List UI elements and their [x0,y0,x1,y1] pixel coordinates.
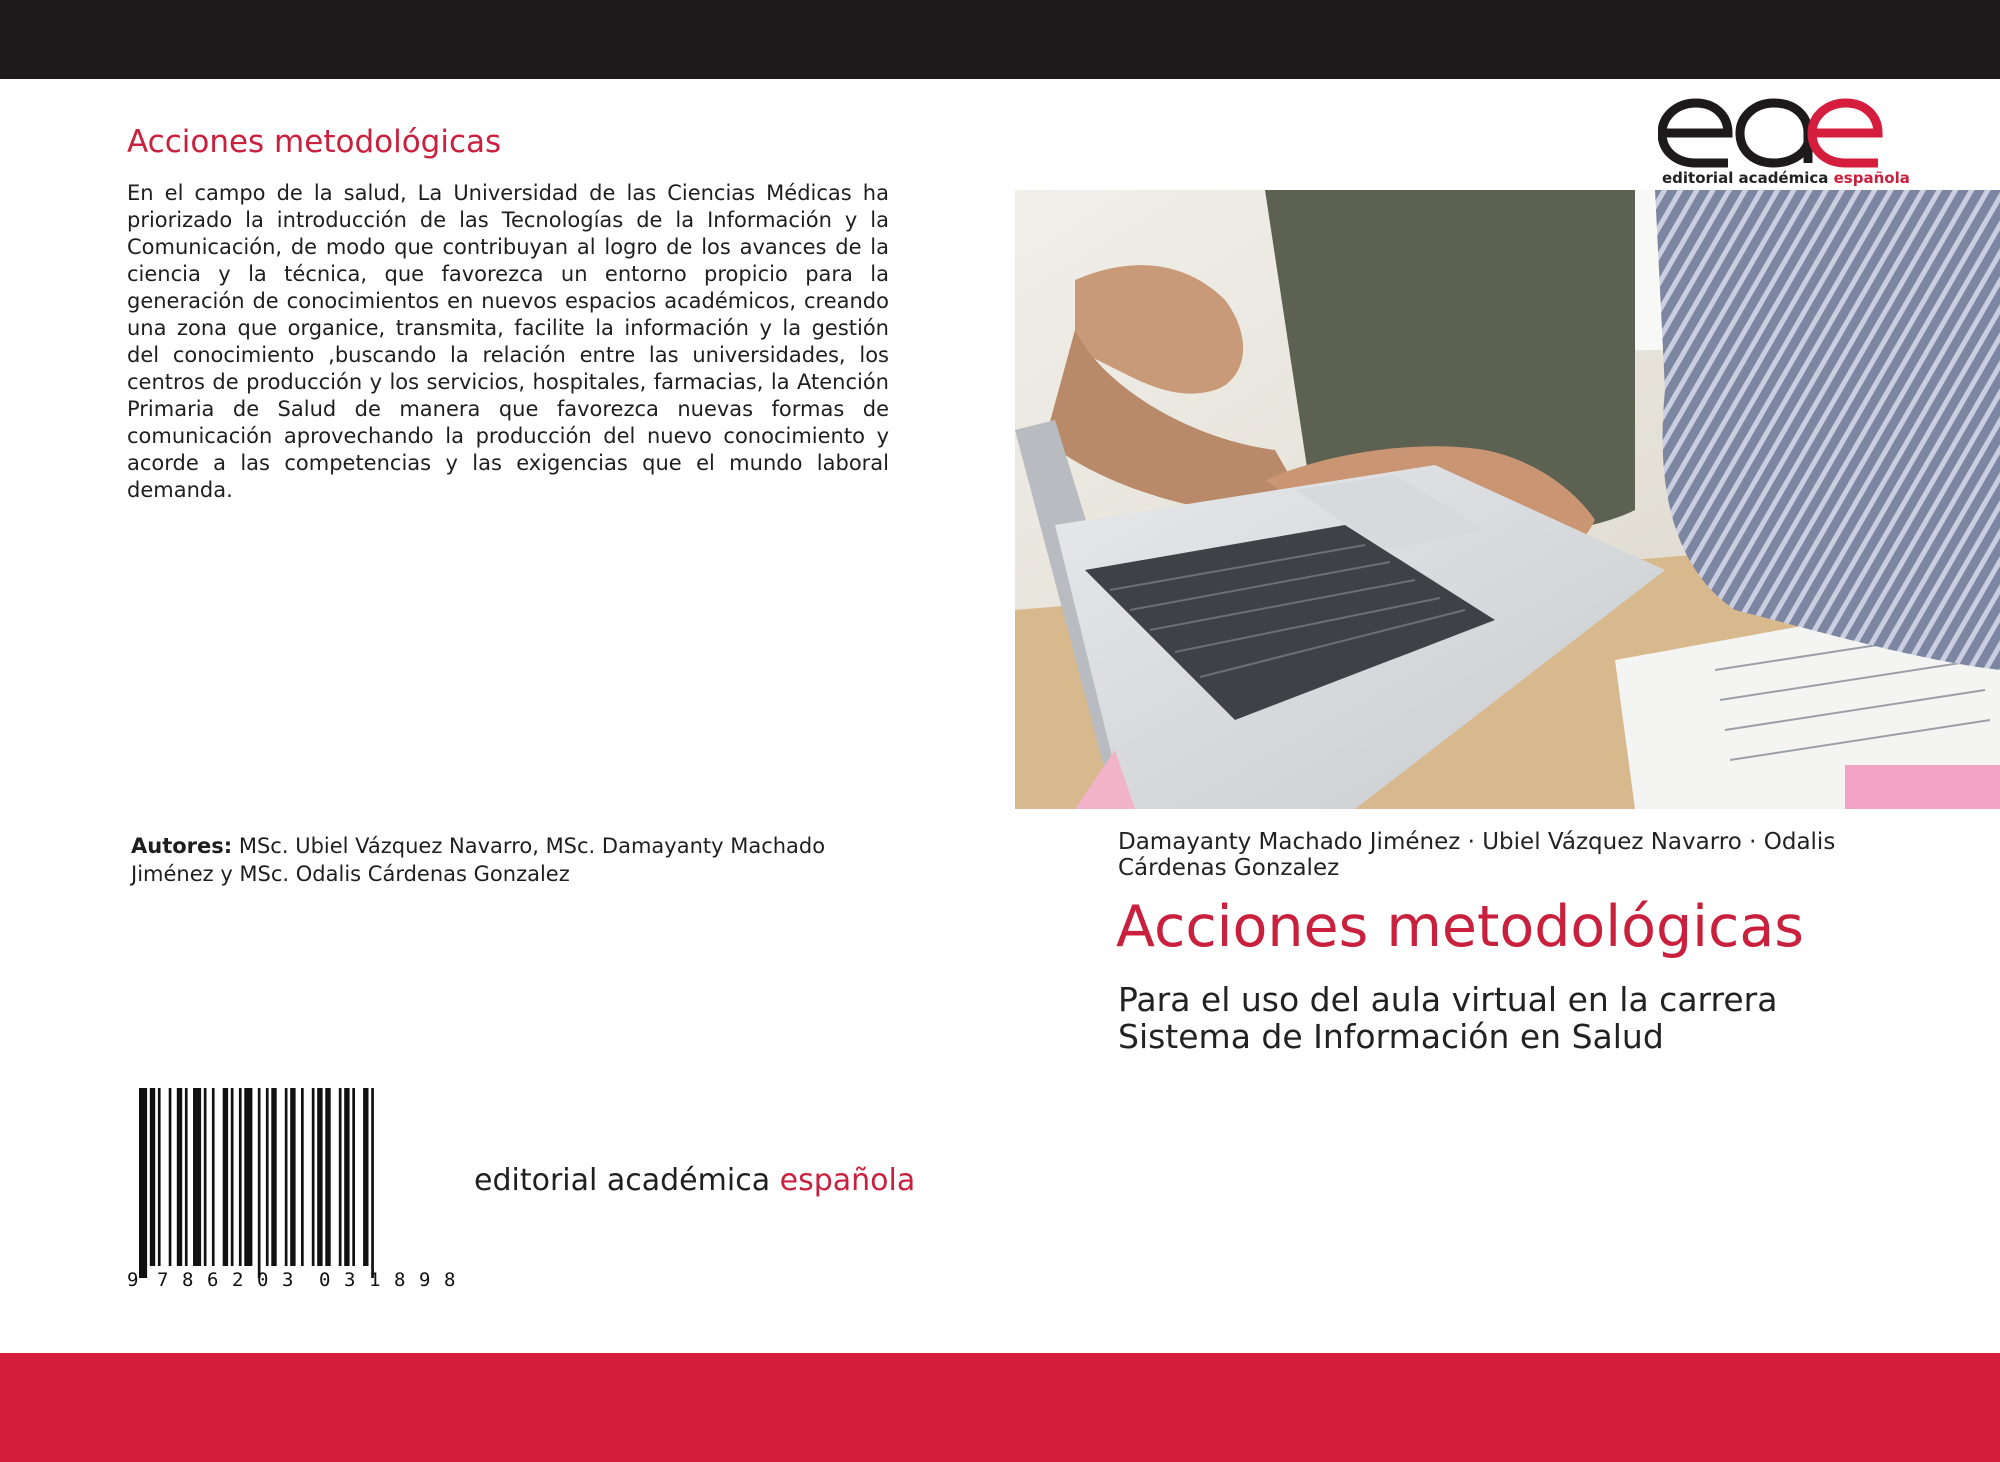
barcode-bar [239,1088,242,1266]
barcode-bar [371,1088,374,1278]
cover-photo [1015,190,2000,809]
barcode-bar [204,1088,207,1266]
barcode-bar [290,1088,295,1266]
isbn-digit: 3 [344,1269,356,1291]
isbn-digit: 0 [257,1269,269,1291]
barcode-bar [325,1088,330,1266]
back-publisher-accent: española [779,1163,916,1198]
isbn-digit: 7 [157,1269,169,1291]
back-cover-title: Acciones metodológicas [127,124,502,160]
barcode-bar [271,1088,276,1266]
top-band [0,0,2000,79]
isbn-digit: 9 [419,1269,431,1291]
logo-wordmark [1662,169,1910,187]
barcode-bars [127,1088,457,1278]
back-publisher-main: editorial académica [474,1163,771,1198]
barcode-bar [301,1088,304,1266]
barcode-bar [266,1088,269,1266]
barcode-bar [339,1088,342,1266]
barcode-bar [193,1088,201,1266]
logo-main: editorial académica [1662,169,1829,187]
isbn-digit: 9 [127,1269,139,1291]
barcode-bar [244,1088,252,1266]
laptop-photo-illustration [1015,190,2000,809]
barcode-bar [185,1088,188,1266]
barcode-bar [150,1088,155,1266]
barcode-bar [312,1088,315,1266]
front-cover-subtitle: Para el uso del aula virtual en la carrera Sistema de Información en Salud [1118,980,1778,1056]
barcode-bar [352,1088,355,1266]
barcode-bar [363,1088,368,1266]
barcode-bar [258,1088,261,1278]
isbn-digit: 6 [207,1269,219,1291]
isbn-digit: 0 [319,1269,331,1291]
authors-label: Autores: [131,834,233,858]
isbn-number [127,1269,457,1293]
publisher-logo [1658,97,1910,189]
isbn-digit: 3 [282,1269,294,1291]
isbn-digit: 8 [444,1269,456,1291]
authors-names: MSc. Ubiel Vázquez Navarro, MSc. Damayanty Machado Jiménez y MSc. Odalis Cárdenas Gonzalez [131,834,826,886]
isbn-digit: 8 [394,1269,406,1291]
eae-logo-icon [1658,97,1884,169]
barcode [127,1088,457,1293]
barcode-bar [158,1088,161,1266]
bottom-band [0,1353,2000,1462]
barcode-bar [169,1088,172,1266]
barcode-bar [223,1088,228,1266]
barcode-bar [177,1088,182,1266]
barcode-bar [285,1088,288,1266]
isbn-digit: 2 [232,1269,244,1291]
back-publisher-wordmark [474,1163,915,1198]
barcode-bar [139,1088,147,1278]
front-cover-authors: Damayanty Machado Jiménez · Ubiel Vázquez Navarro · Odalis Cárdenas Gonzalez [1118,829,1836,881]
barcode-bar [231,1088,234,1266]
isbn-digit: 8 [182,1269,194,1291]
back-cover-blurb: En el campo de la salud, La Universidad de las Ciencias Médicas ha priorizado la introducción de las Tecnologías de la Información y la Comunicación, de modo que contribuyan al logro de los avances de la ciencia y la técnica, que favorezca un entorno propicio para la generación de conocimientos en nuevos espacios académicos, creando una zona que organice, transmita, facilite la información y la gestión del conocimiento ,buscando la relación entre las universidades, los centros de producción y los servicios, hospitales, farmacias, la Atención Primaria de Salud de manera que favorezca nuevas formas de comunicación aprovechando la producción del nuevo conocimiento y acorde a las competencias y las exigencias que el mundo laboral demanda. [127,181,889,502]
barcode-bar [344,1088,349,1266]
barcode-bar [212,1088,215,1266]
back-cover-authors [131,832,871,888]
isbn-digit: 1 [369,1269,381,1291]
logo-accent: española [1833,169,1910,187]
front-cover-title: Acciones metodológicas [1116,894,1804,960]
barcode-bar [317,1088,322,1266]
